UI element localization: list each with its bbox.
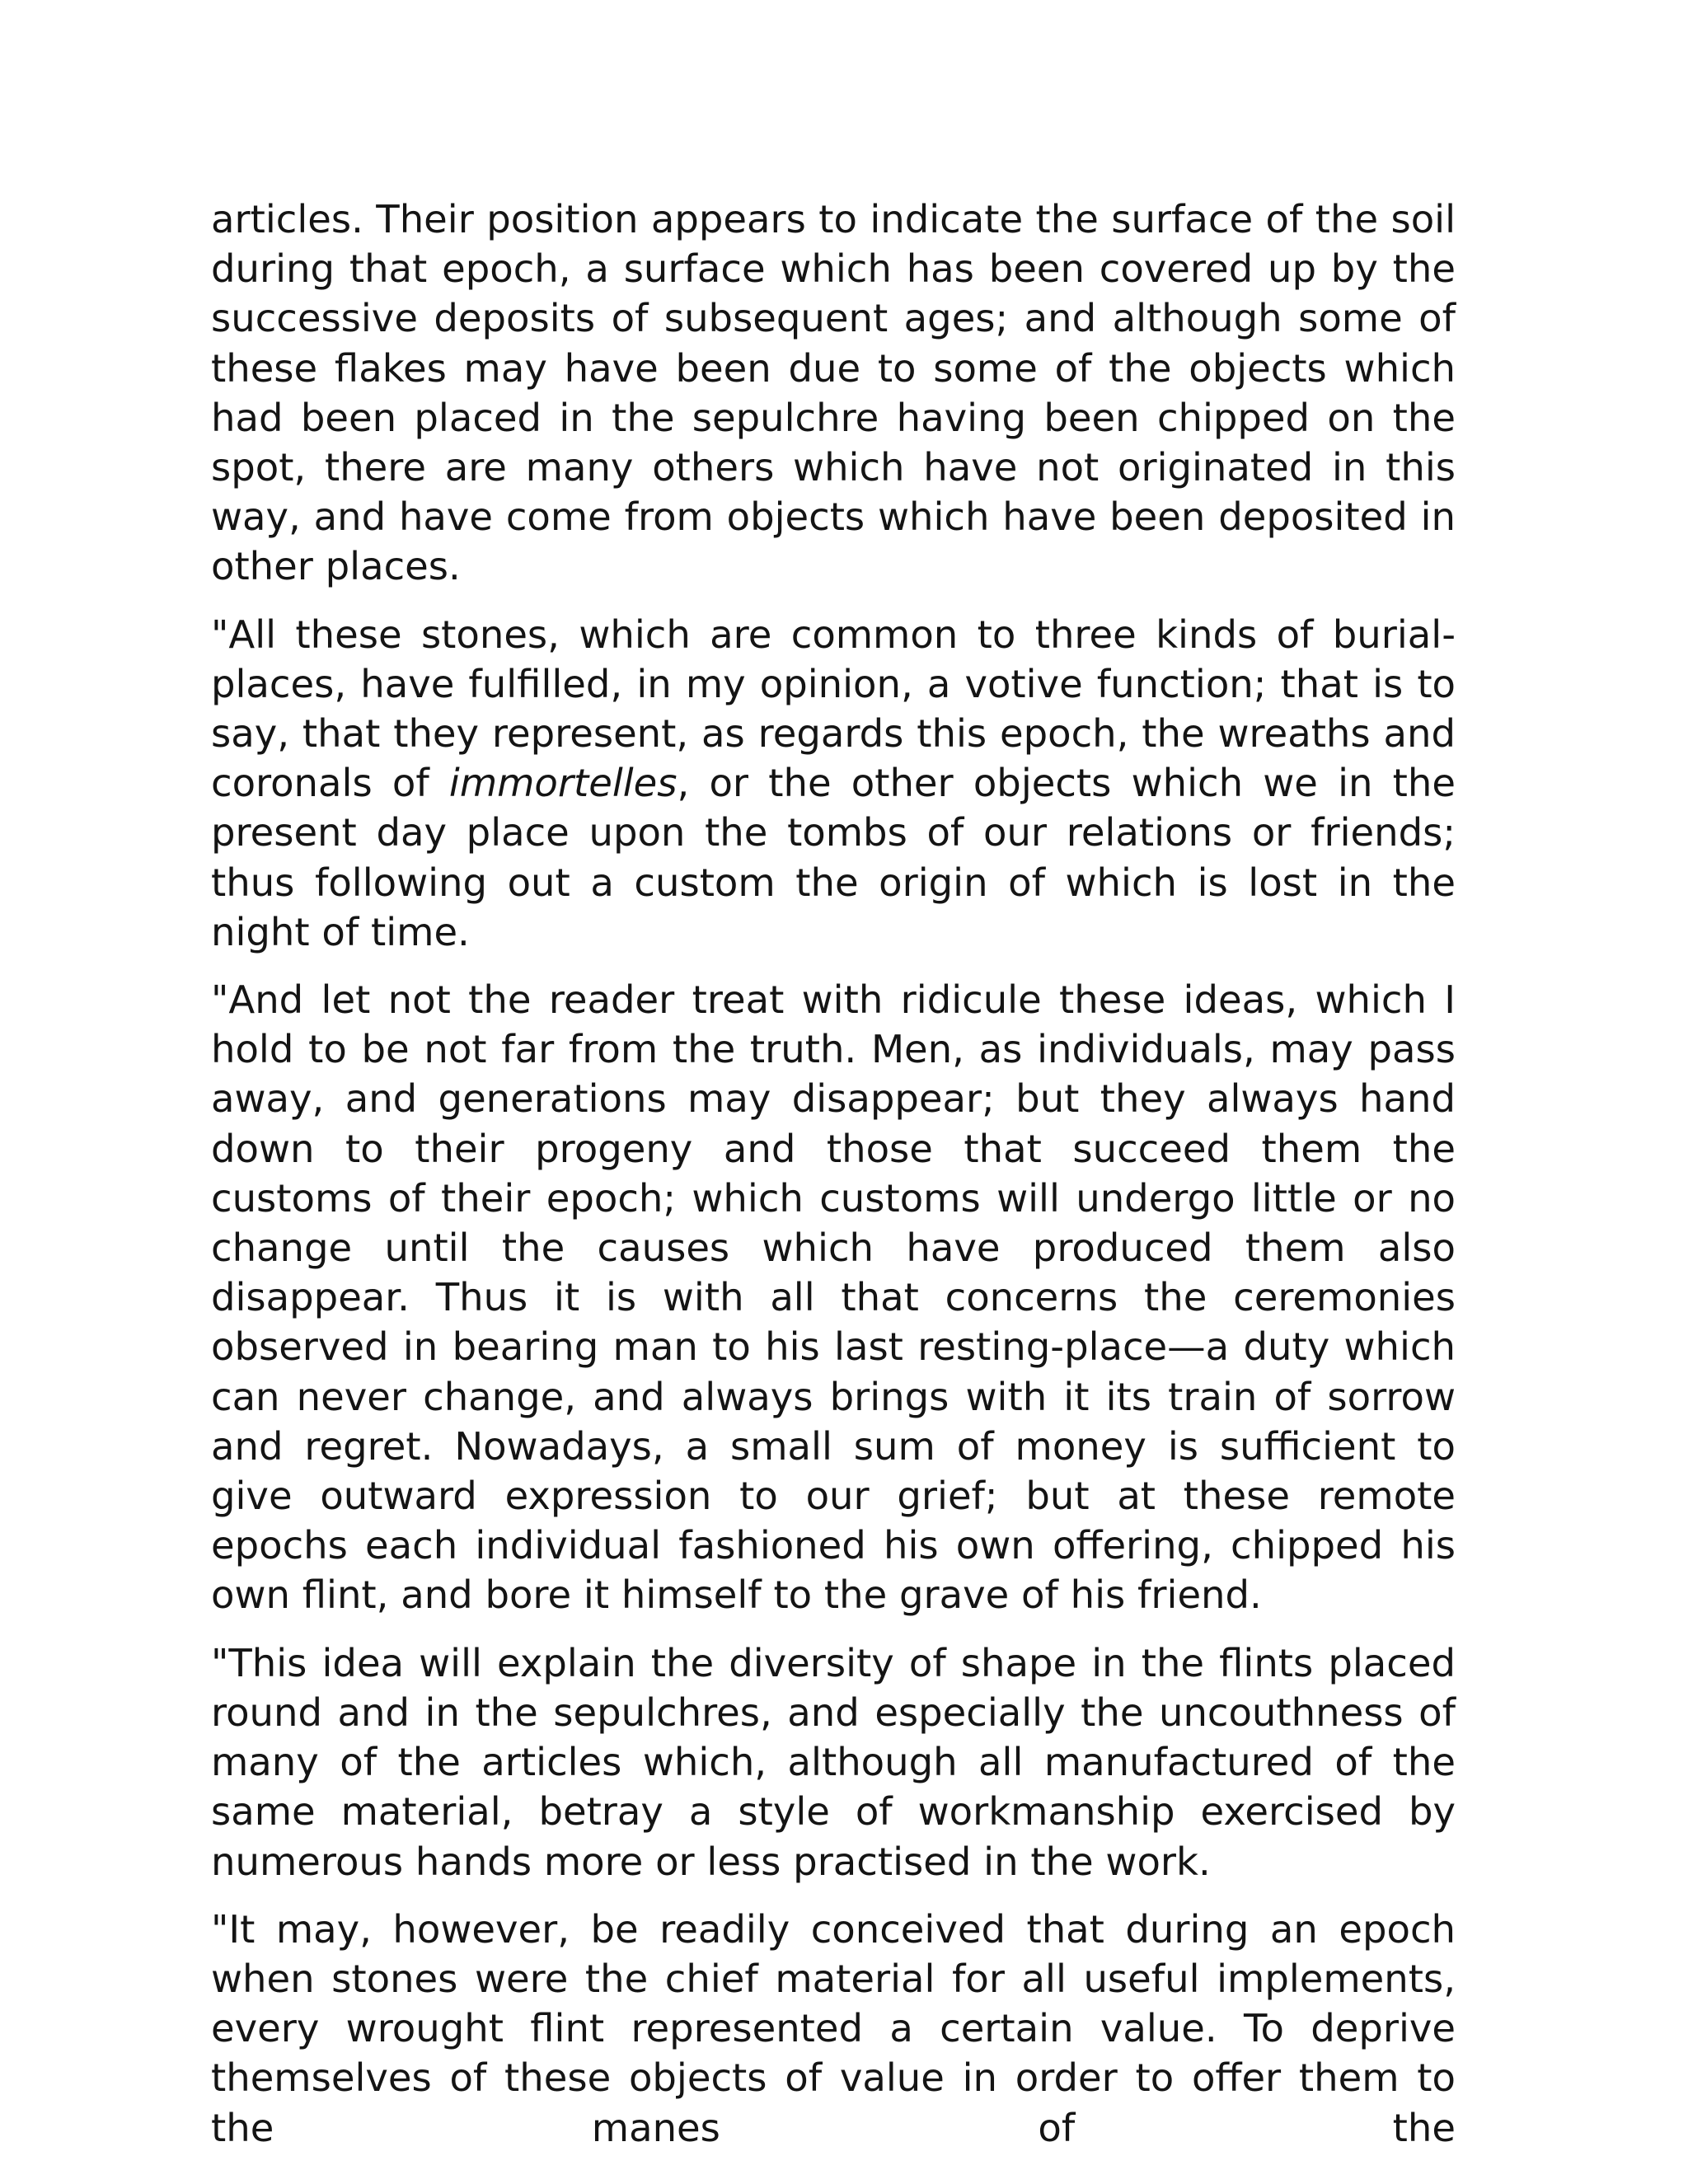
- document-page: [211, 194, 1456, 2153]
- paragraph-1: [211, 194, 1456, 592]
- paragraph-text-continued: , or the other objects which we in the present day place upon the tombs of our relations or friends; thus following out a custom the origin of which is lost in the night of time.: [211, 761, 1456, 954]
- paragraph-4: [211, 1638, 1456, 1886]
- paragraph-text: articles. Their position appears to indicate the surface of the soil during that epoch, a surface which has been covered up by the successive deposits of subsequent ages; and although some of these flakes may have been due to some of the objects which had been placed in the sepulchre having been chipped on the spot, there are many others which have not originated in this way, and have come from objects which have been deposited in other places.: [211, 197, 1456, 589]
- paragraph-3: [211, 975, 1456, 1620]
- paragraph-2: [211, 610, 1456, 957]
- paragraph-5: [211, 1905, 1456, 2153]
- paragraph-text: "And let not the reader treat with ridicule these ideas, which I hold to be not far from the truth. Men, as individuals, may pass away, and generations may disappear; but they always hand down to their progeny and those that succeed them the customs of their epoch; which customs will undergo little or no change until the causes which have produced them also disappear. Thus it is with all that concerns the ceremonies observed in bearing man to his last resting-place—a duty which can never change, and always brings with it its train of sorrow and regret. Nowadays, a small sum of money is sufficient to give outward expression to our grief; but at these remote epochs each individual fashioned his own offering, chipped his own flint, and bore it himself to the grave of his friend.: [211, 977, 1456, 1618]
- paragraph-text: "It may, however, be readily conceived that during an epoch when stones were the chief material for all useful implements, every wrought flint represented a certain value. To deprive themselves of these objects of value in order to offer them to the manes of the: [211, 1906, 1456, 2150]
- paragraph-text: "All these stones, which are common to three kinds of burial-places, have fulfilled, in my opinion, a votive function; that is to say, that they represent, as regards this epoch, the wreaths and coronals of: [211, 612, 1456, 806]
- italic-term: immortelles: [448, 761, 678, 806]
- paragraph-text: "This idea will explain the diversity of shape in the flints placed round and in the sepulchres, and especially the uncouthness of many of the articles which, although all manufactured of the same material, betray a style of workmanship exercised by numerous hands more or less practised in the work.: [211, 1640, 1456, 1884]
